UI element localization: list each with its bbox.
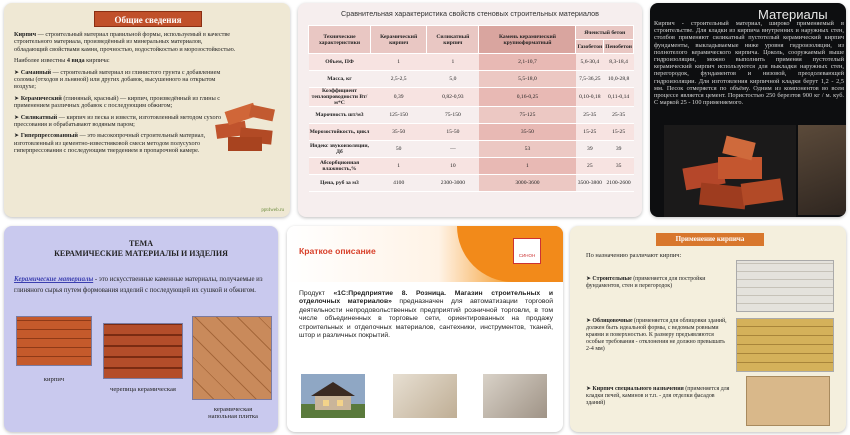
table-cell: 5,5-18,0 xyxy=(479,71,576,88)
card-header: Общие сведения xyxy=(94,11,202,27)
table-cell: 0,10-0,18 xyxy=(576,88,604,107)
card-text: Продукт «1С:Предприятие 8. Розница. Магазин строительных и отделочных материалов» предназначен для автоматизации торговой деятельности непродовольственных предприятий розничной торговли, в том числе объединенных в торговые сети, ориентированных на продажу строительных и отделочных материалов, сантехники, инструментов, тканей, штор и различных покрытий. xyxy=(299,290,554,340)
brick-pile-image xyxy=(210,93,280,155)
col-header: Силикатный кирпич xyxy=(427,26,479,54)
roof-tile-image xyxy=(103,323,183,379)
table-row xyxy=(309,107,634,124)
table-row xyxy=(309,124,634,141)
col-header: Пенобетон xyxy=(604,40,634,54)
table-cell: 1 xyxy=(427,54,479,71)
table-cell: 5,6-30,4 xyxy=(576,54,604,71)
table-cell: 10 xyxy=(427,158,479,175)
col-header: Технические характеристики xyxy=(309,26,371,54)
table-cell: 2,5-2,5 xyxy=(371,71,427,88)
table-row xyxy=(309,158,634,175)
table-cell: 15-25 xyxy=(604,124,634,141)
table-cell: 53 xyxy=(479,141,576,158)
brick-image xyxy=(16,316,92,366)
table-cell: 25-35 xyxy=(576,107,604,124)
row-label: Марочность шт/м3 xyxy=(309,107,371,124)
table-cell: 1 xyxy=(371,54,427,71)
table-cell: 7,5-36,25 xyxy=(576,71,604,88)
table-cell: 1 xyxy=(371,158,427,175)
table-row xyxy=(309,88,634,107)
table-cell: 125-150 xyxy=(371,107,427,124)
card-text: Кирпич - строительный материал, широко применяемый в строительстве. Для кладки из кирпича внутренних и наружных стен, столбов применяют силикатный пустотелый керамический кирпич фундаменты, выкладываемые ниже уровня гидроизоляции, из полнотелого керамического кирпича. Цоколь, сооружаемый выше гидроизоляции, можно выполнить применяя пустотелый керамический кирпич используются для выкладки наружных стен, перегородок, фундаментов и низовой, преодолевающей гидроизоляции. Для изготовления кирпичной кладки берут 1,2 - 2,5 мм. Песок отмеряется по объёму. Одним из компонентов во всем процессе является цемент. Пористостью 250 березтов 900 кг / м. куб. С маркой 25 - 100 применяемого. xyxy=(654,20,844,107)
image-caption: кирпич xyxy=(43,376,65,383)
table-cell: 35-50 xyxy=(371,124,427,141)
row-label: Масса, кг xyxy=(309,71,371,88)
table-cell: 15-50 xyxy=(427,124,479,141)
brick-stack-image xyxy=(664,125,796,217)
table-cell: 0,82-0,93 xyxy=(427,88,479,107)
table-cell: 25-35 xyxy=(604,107,634,124)
table-cell: 2,1-10,7 xyxy=(479,54,576,71)
floor-tile-image xyxy=(192,316,272,400)
table-cell: 0,16-0,25 xyxy=(479,88,576,107)
table-cell: 3000-3600 xyxy=(479,175,576,192)
table-row xyxy=(309,175,634,192)
company-logo: СИНОН xyxy=(513,238,541,264)
result-card-general-info[interactable] xyxy=(4,3,290,217)
result-card-materials[interactable] xyxy=(650,3,846,217)
wall-image xyxy=(798,125,846,215)
table-row xyxy=(309,141,634,158)
source-logo: ppt4web.ru xyxy=(261,208,284,213)
col-header: Керамический кирпич xyxy=(371,26,427,54)
table-row xyxy=(309,71,634,88)
card-subtitle: По назначению различают кирпич: xyxy=(586,252,682,259)
result-card-brick-usage[interactable] xyxy=(570,226,846,432)
row-label: Коэффициент теплопроводности Вт/м*С xyxy=(309,88,371,107)
result-card-comparison-table[interactable] xyxy=(298,3,642,217)
table-cell: 35-50 xyxy=(479,124,576,141)
table-cell: — xyxy=(427,141,479,158)
col-header: Ячеистый бетон xyxy=(576,26,634,40)
row-label: Абсорбционная влажность,% xyxy=(309,158,371,175)
row-label: Объем, ПФ xyxy=(309,54,371,71)
special-brick-image xyxy=(746,376,830,426)
interior-image xyxy=(483,374,547,418)
table-cell: 50 xyxy=(371,141,427,158)
card-header: Применение кирпича xyxy=(656,233,764,246)
row-label: Морозостойкость, цикл xyxy=(309,124,371,141)
table-cell: 2300-3000 xyxy=(427,175,479,192)
facing-brick-image xyxy=(736,318,834,372)
white-brick-image xyxy=(736,260,834,312)
result-card-ceramic-materials[interactable] xyxy=(4,226,278,432)
card-text: Керамические материалы - это искусственные каменные материалы, получаемые из глиняного сырья путем формования изделий с последующей их сушкой и обжигом. xyxy=(14,276,263,294)
table-cell: 15-25 xyxy=(576,124,604,141)
table-cell: 4100 xyxy=(371,175,427,192)
card-title: Краткое описание xyxy=(299,246,376,256)
card-title: ТЕМА КЕРАМИЧЕСКИЕ МАТЕРИАЛЫ И ИЗДЕЛИЯ xyxy=(54,239,228,258)
table-cell: 39 xyxy=(576,141,604,158)
list-item: ➤ Облицовочные (применяется для облицовки зданий, должен быть идеальной формы, с ведомым ровными краями и поверхностью. К размеру предъявляются особые требования - отклонения не должно превышать 2-4 мм) xyxy=(586,318,727,352)
row-label: Цена, руб за м3 xyxy=(309,175,371,192)
table-cell: 2100-2600 xyxy=(604,175,634,192)
comparison-table xyxy=(308,25,634,192)
bathroom-image xyxy=(393,374,457,418)
row-label: Индекс звукоизоляции, Дб xyxy=(309,141,371,158)
table-cell: 25 xyxy=(576,158,604,175)
table-cell: 0,39 xyxy=(371,88,427,107)
table-row xyxy=(309,54,634,71)
table-cell: 0,11-0,14 xyxy=(604,88,634,107)
table-cell: 5,0 xyxy=(427,71,479,88)
table-cell: 39 xyxy=(604,141,634,158)
col-header: Камень керамический крупноформатный xyxy=(479,26,576,54)
table-cell: 75-150 xyxy=(427,107,479,124)
table-cell: 10,0-28,8 xyxy=(604,71,634,88)
list-item: ➤ Строительные (применяется для постройки фундаментов, стен и перегородок) xyxy=(586,276,706,289)
card-title: Сравнительная характеристика свойств стеновых строительных материалов xyxy=(341,9,599,18)
result-card-short-description[interactable] xyxy=(287,226,563,432)
card-title: Материалы xyxy=(758,7,828,22)
table-cell: 8,3-18,4 xyxy=(604,54,634,71)
image-caption: черепица керамическая xyxy=(110,386,176,393)
image-caption: керамическая напольная плитка xyxy=(208,406,258,420)
table-cell: 3500-3800 xyxy=(576,175,604,192)
col-header: Газобетон xyxy=(576,40,604,54)
table-cell: 75-125 xyxy=(479,107,576,124)
table-cell: 1 xyxy=(479,158,576,175)
list-item: ➤ Кирпич специального назначения (применяется для кладки печей, каминов и т.п. - для отделки фасадов зданий) xyxy=(586,386,730,406)
table-cell: 35 xyxy=(604,158,634,175)
house-image xyxy=(301,374,365,418)
card-text: Кирпич — строительный материал правильной формы, используемый в качестве строительного материала, произведённый из минеральных материалов, обладающий свойствами камня, прочностью, водостойкостью и морозостойкостью. Наиболее известны 4 вида кирпича: ➤ Саманный — строительный материал из глинистого грунта с добавлением соломы (отходов и льняной) или других добавок, высушенного на открытом воздухе; ➤ Керамический (глиняный, красный) — кирпич, произведённый из глины с применением различных добавок с последующим обжигом; ➤ Силикатный — кирпич из песка и извести, изготовленный методом сухого прессования и обрабатывают водяным паром; ➤ Гиперпрессованный — это высокопрочный строительный материал, изготовленный из цементно-известняковой смеси методом полусухого гиперпрессования с последующим твердением в пропарочной камере. xyxy=(14,31,236,155)
